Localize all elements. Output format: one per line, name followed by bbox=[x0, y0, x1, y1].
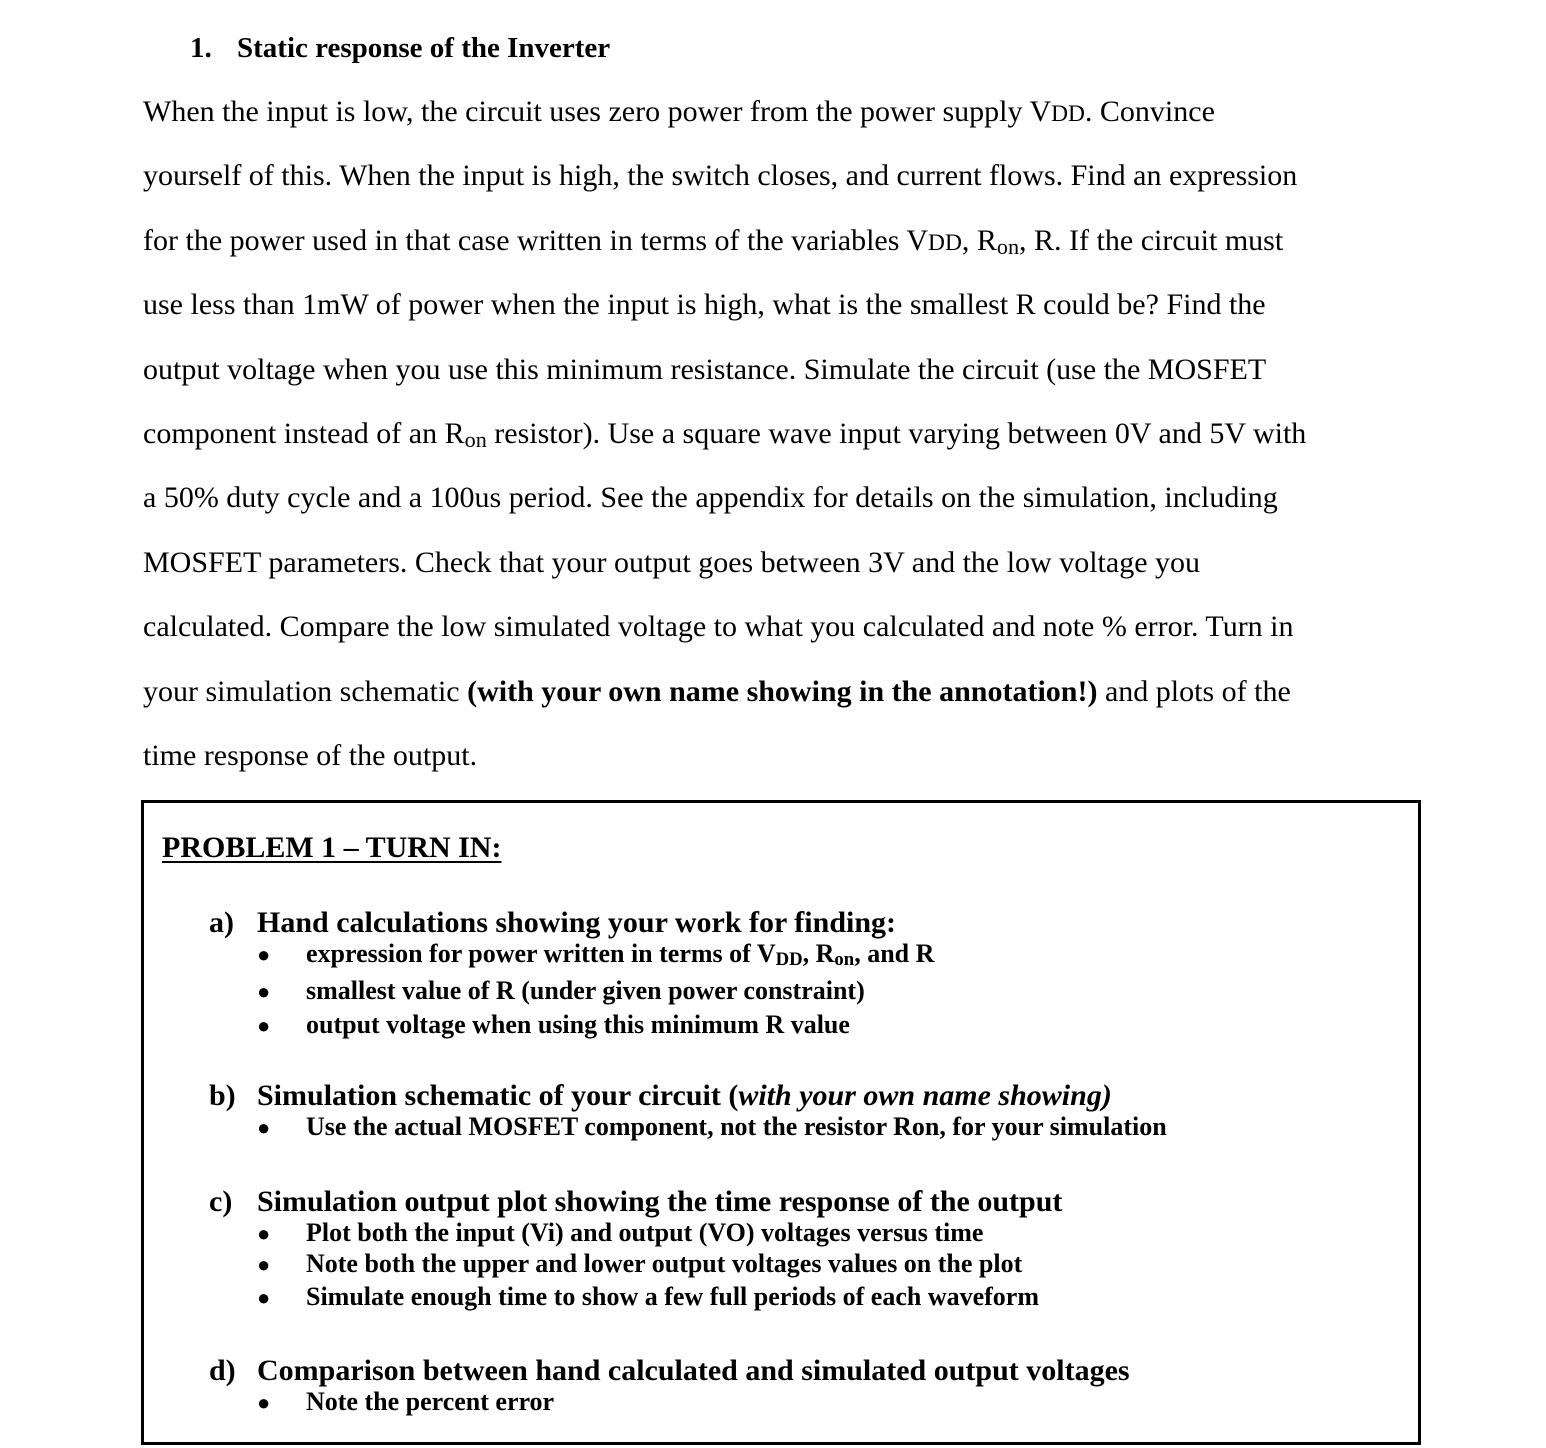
turn-in-section-a bbox=[209, 905, 896, 941]
section-heading-italic: with your own name showing) bbox=[738, 1079, 1112, 1112]
turn-in-section-d bbox=[209, 1353, 1130, 1389]
section-heading-text: Comparison between hand calculated and simulated output voltages bbox=[257, 1354, 1130, 1387]
bullet-icon: ● bbox=[257, 942, 271, 967]
paragraph-line: calculated. Compare the low simulated voltage to what you calculated and note % error. Turn in bbox=[143, 610, 1294, 643]
section-heading bbox=[190, 28, 610, 68]
paragraph-line: When the input is low, the circuit uses zero power from the power supply VDD. Convince bbox=[143, 95, 1215, 128]
turn-in-box bbox=[141, 800, 1421, 1445]
list-item: ● output voltage when using this minimum R value bbox=[257, 1009, 850, 1042]
paragraph-line: your simulation schematic (with your own name showing in the annotation!) and plots of the bbox=[143, 675, 1291, 708]
section-letter: c) bbox=[209, 1185, 233, 1218]
paragraph-line: a 50% duty cycle and a 100us period. See the appendix for details on the simulation, including bbox=[143, 481, 1278, 514]
section-heading-text: Simulation schematic of your circuit ( bbox=[257, 1079, 739, 1112]
vdd-subscript: DD bbox=[775, 948, 803, 970]
bullet-icon: ● bbox=[257, 1221, 271, 1246]
section-heading-text: Hand calculations showing your work for finding: bbox=[257, 906, 897, 939]
section-heading-text: Simulation output plot showing the time response of the output bbox=[257, 1185, 1063, 1218]
section-title: Static response of the Inverter bbox=[237, 32, 611, 64]
paragraph-line: output voltage when you use this minimum resistance. Simulate the circuit (use the MOSFET bbox=[143, 353, 1267, 386]
turn-in-title: PROBLEM 1 – TURN IN: bbox=[162, 831, 502, 864]
paragraph-line: MOSFET parameters. Check that your output goes between 3V and the low voltage you bbox=[143, 546, 1201, 579]
bullet-icon: ● bbox=[257, 1013, 271, 1038]
vdd-subscript: DD bbox=[928, 230, 962, 256]
ron-subscript: on bbox=[996, 233, 1020, 259]
bullet-icon: ● bbox=[257, 1285, 271, 1310]
list-item: ● Note the percent error bbox=[257, 1386, 554, 1419]
list-item: ● Note both the upper and lower output voltages values on the plot bbox=[257, 1248, 1022, 1281]
list-item: ● Simulate enough time to show a few full periods of each waveform bbox=[257, 1281, 1039, 1314]
name-requirement-emphasis: (with your own name showing in the annotation!) bbox=[467, 675, 1098, 708]
ron-subscript: on bbox=[834, 948, 855, 970]
section-number: 1. bbox=[190, 32, 212, 64]
list-item: ● expression for power written in terms of VDD, Ron, and R bbox=[257, 939, 935, 970]
list-item: ● Use the actual MOSFET component, not the resistor Ron, for your simulation bbox=[257, 1111, 1167, 1144]
ron-subscript: on bbox=[464, 426, 487, 452]
turn-in-section-c bbox=[209, 1184, 1062, 1220]
paragraph-line: use less than 1mW of power when the input is high, what is the smallest R could be? Find the bbox=[143, 288, 1266, 321]
paragraph-line: yourself of this. When the input is high, the switch closes, and current flows. Find an expression bbox=[143, 159, 1298, 192]
bullet-icon: ● bbox=[257, 1115, 271, 1140]
list-item: ● smallest value of R (under given power constraint) bbox=[257, 975, 865, 1008]
bullet-icon: ● bbox=[257, 1390, 271, 1415]
paragraph-line: component instead of an Ron resistor). Use a square wave input varying between 0V and 5V with bbox=[143, 417, 1307, 452]
bullet-icon: ● bbox=[257, 1252, 271, 1277]
paragraph-line: for the power used in that case written in terms of the variables VDD, Ron, R. If the circuit must bbox=[143, 224, 1284, 259]
section-letter: a) bbox=[209, 906, 234, 939]
list-item: ● Plot both the input (Vi) and output (VO) voltages versus time bbox=[257, 1217, 983, 1250]
vdd-subscript: DD bbox=[1051, 101, 1085, 127]
paragraph-line: time response of the output. bbox=[143, 739, 478, 772]
turn-in-section-b bbox=[209, 1078, 1112, 1114]
section-letter: d) bbox=[209, 1354, 236, 1387]
bullet-icon: ● bbox=[257, 979, 271, 1004]
section-letter: b) bbox=[209, 1079, 236, 1112]
